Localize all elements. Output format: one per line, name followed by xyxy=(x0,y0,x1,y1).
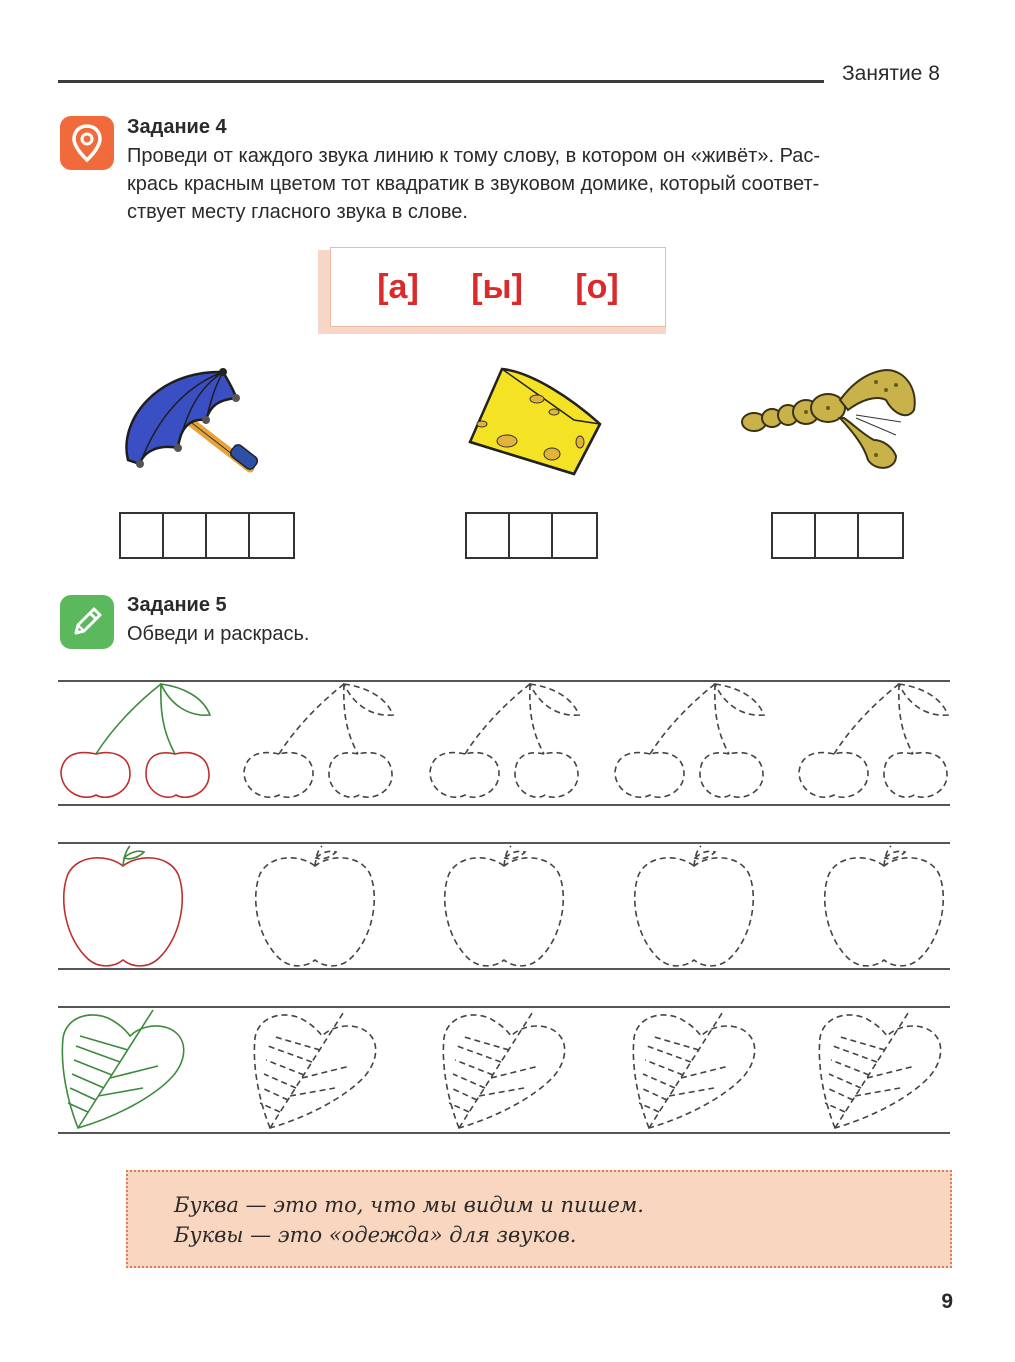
note-line-1: Буква — это то, что мы видим и пишем. xyxy=(174,1193,644,1217)
sound-house-cheese xyxy=(465,512,598,559)
sound-cell[interactable] xyxy=(773,514,816,557)
task5-instructions: Обведи и раскрась. xyxy=(127,623,310,645)
leaf-row xyxy=(58,1008,950,1132)
sound-cell[interactable] xyxy=(250,514,293,557)
sound-cell[interactable] xyxy=(164,514,207,557)
sound-house-crayfish xyxy=(771,512,904,559)
cherry-row xyxy=(58,682,950,804)
task4-line: ствует месту гласного звука в слове. xyxy=(127,201,468,223)
note-line-2: Буквы — это «одежда» для звуков. xyxy=(174,1223,577,1247)
apple-row xyxy=(58,844,950,968)
sound-cell[interactable] xyxy=(121,514,164,557)
lesson-title: Занятие 8 xyxy=(842,62,940,85)
task4-instructions xyxy=(127,142,927,226)
task4-title: Задание 4 xyxy=(127,116,227,138)
sound-cell[interactable] xyxy=(510,514,553,557)
sound-cell[interactable] xyxy=(816,514,859,557)
sound-cell[interactable] xyxy=(859,514,902,557)
header-rule xyxy=(58,80,824,83)
cheese-icon[interactable] xyxy=(462,364,607,479)
pencil-icon xyxy=(60,595,114,649)
sound-cell[interactable] xyxy=(553,514,596,557)
sounds-box xyxy=(330,247,666,327)
location-pin-icon xyxy=(60,116,114,170)
sound-house-umbrella xyxy=(119,512,295,559)
sound-y[interactable]: [ы] xyxy=(471,267,523,306)
sound-cell[interactable] xyxy=(207,514,250,557)
sound-o[interactable]: [о] xyxy=(575,267,619,306)
sound-cell[interactable] xyxy=(467,514,510,557)
guide-line xyxy=(58,804,950,806)
umbrella-icon[interactable] xyxy=(118,360,268,485)
task4-line: Проведи от каждого звука линию к тому слову, в котором он «живёт». Рас- xyxy=(127,145,821,167)
page-number: 9 xyxy=(941,1290,953,1313)
guide-line xyxy=(58,968,950,970)
task5-title: Задание 5 xyxy=(127,594,227,616)
rule-note xyxy=(126,1170,952,1268)
guide-line xyxy=(58,1132,950,1134)
crayfish-icon[interactable] xyxy=(736,360,926,480)
sound-a[interactable]: [а] xyxy=(377,267,419,306)
task4-line: крась красным цветом тот квадратик в звуковом домике, который соответ- xyxy=(127,173,820,195)
